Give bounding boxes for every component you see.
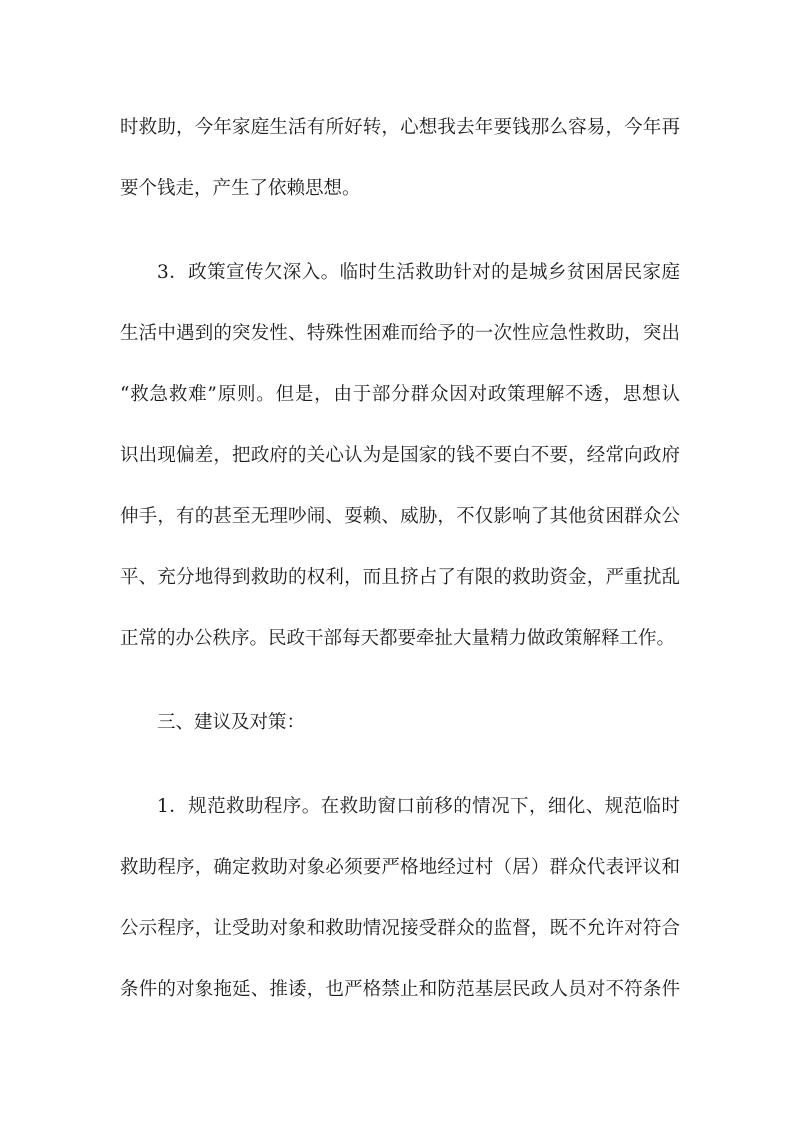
- paragraph-line: 3．政策宣传欠深入。临时生活救助针对的是城乡贫困居民家庭: [157, 262, 680, 283]
- paragraph-line: 正常的办公秩序。民政干部每天都要牵扯大量精力做政策解释工作。: [120, 628, 676, 649]
- paragraph-line: 要个钱走，产生了依赖思想。: [120, 178, 361, 199]
- paragraph-line: 平、充分地得到救助的权利，而且挤占了有限的救助资金，严重扰乱: [120, 567, 680, 588]
- paragraph-line: 条件的对象拖延、推诿，也严格禁止和防范基层民政人员对不符条件: [120, 979, 680, 1000]
- paragraph-line: 公示程序，让受助对象和救助情况接受群众的监督，既不允许对符合: [120, 918, 680, 939]
- paragraph-line: 时救助，今年家庭生活有所好转，心想我去年要钱那么容易，今年再: [120, 117, 680, 138]
- paragraph-line: 生活中遇到的突发性、特殊性困难而给予的一次性应急性救助，突出: [120, 323, 680, 344]
- paragraph-line: “救急救难”原则。但是，由于部分群众因对政策理解不透，思想认: [120, 384, 680, 405]
- paragraph-line: 救助程序，确定救助对象必须要严格地经过村（居）群众代表评议和: [120, 857, 680, 878]
- paragraph-line: 伸手，有的甚至无理吵闹、耍赖、威胁，不仅影响了其他贫困群众公: [120, 506, 680, 527]
- paragraph-line: 识出现偏差，把政府的关心认为是国家的钱不要白不要，经常向政府: [120, 445, 680, 466]
- paragraph-line: 1．规范救助程序。在救助窗口前移的情况下，细化、规范临时: [157, 796, 680, 817]
- section-heading: 三、建议及对策：: [157, 712, 306, 733]
